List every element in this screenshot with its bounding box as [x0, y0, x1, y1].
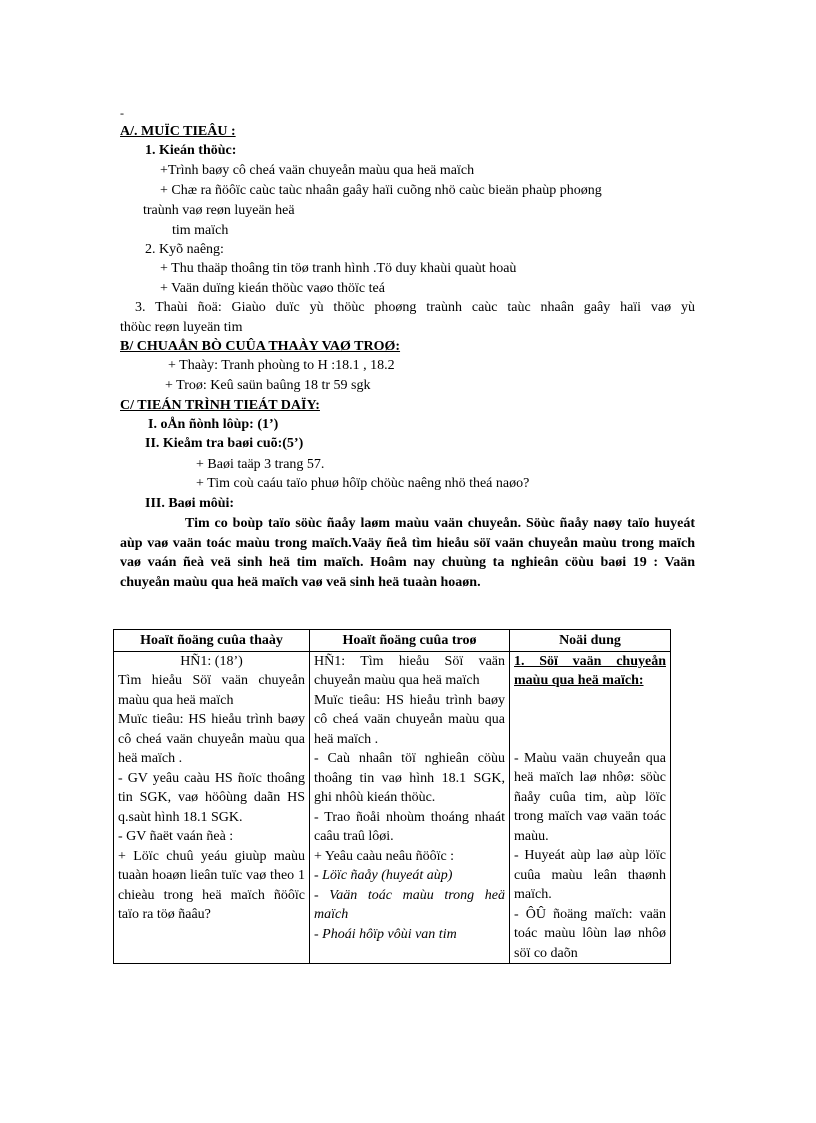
student-task-3: + Yeâu caàu neâu ñöôïc : [314, 848, 455, 864]
student-task-2: - Trao ñoåi nhoùm thoáng nhaát caâu traû lôøi. [314, 809, 505, 844]
content-title: 1. Söï vaän chuyeån maùu qua heä maïch: [514, 653, 666, 688]
hd1-task-3: + Löïc chuû yeáu giuùp maùu tuaàn hoaøn lieân tuïc vaø theo 1 chieàu trong heä maïch ñöôïc taïo ra töø ñaâu? [118, 848, 305, 922]
table-header-row [114, 630, 671, 652]
content-paragraph-1: - Maùu vaän chuyeån qua heä maïch laø nhôø: söùc ñaåy cuûa tim, aùp löïc trong maïch vaø vaän toác maùu. [514, 750, 666, 844]
skills-heading: 2. Kyõ naêng: [145, 242, 224, 257]
content-paragraph-3: - ÔÛ ñoäng maïch: vaän toác maùu lôùn laø nhôø söï co daõn [514, 906, 666, 961]
section-c-title: C/ TIEÁN TRÌNH TIEÁT DAÏY: [120, 398, 320, 413]
student-goal: Muïc tieâu: HS hieåu trình baøy cô cheá vaän chuyeån maùu qua heä maïch . [314, 692, 505, 747]
content-cell [510, 651, 671, 964]
content-paragraph-2: - Huyeát aùp laø aùp löïc cuûa maùu leân thaønh maïch. [514, 848, 666, 902]
student-answer-3: - Phoái hôïp vôùi van tim [314, 926, 457, 942]
step-2-line-1: + Baøi taäp 3 trang 57. [196, 457, 325, 472]
hd1-title: HÑ1: (18’) [180, 653, 243, 669]
student-answer-1: - Löïc ñaåy (huyeát aùp) [314, 868, 453, 883]
preparation-teacher: + Thaày: Tranh phoùng to H :18.1 , 18.2 [168, 358, 395, 373]
step-1: I. oÅn ñònh lôùp: (1’) [148, 417, 279, 432]
knowledge-line-2: + Chæ ra ñöôïc caùc taùc nhaân gaây haïi cuõng nhö caùc bieän phaùp phoøng [160, 183, 602, 198]
skills-line-1: + Thu thaäp thoâng tin töø tranh hình .Tö duy khaùi quaùt hoaù [160, 261, 517, 276]
line-marker: - [120, 106, 124, 120]
lesson-intro: Tim co boùp taïo söùc ñaåy laøm maùu vaän chuyeån. Söùc ñaåy naøy taïo huyeát aùp vaø vaän toác maùu trong maïch.Vaäy ñeå tìm hieåu söï vaän chuyeån maùu trong maïch vaø vaán ñeà veä sinh heä tim maïch. Hoâm nay chuùng ta nghieân cöùu baøi 19 : Vaän chuyeån maùu qua heä maïch vaø veä sinh heä tuaàn hoaøn. [120, 516, 695, 590]
student-activity-cell [310, 651, 510, 964]
attitude-line-1: 3. Thaùi ñoä: Giaùo duïc yù thöùc phoøng traùnh caùc taùc nhaân gaây haïi vaø yù [135, 300, 695, 315]
hd1-task-2: - GV ñaët vaán ñeà : [118, 829, 234, 844]
activity-table [113, 629, 671, 964]
student-answer-2: - Vaän toác maùu trong heä maïch [314, 887, 505, 922]
hd1-goal: Muïc tieâu: HS hieåu trình baøy cô cheá vaän chuyeån maùu qua heä maïch . [118, 712, 305, 766]
student-task-1: - Caù nhaân töï nghieân cöùu thoâng tin vaø hình 18.1 SGK, ghi nhôù kieán thöùc. [314, 751, 505, 805]
knowledge-line-3: traùnh vaø reøn luyeän heä [143, 203, 295, 218]
skills-line-2: + Vaän duïng kieán thöùc vaøo thöïc teá [160, 281, 385, 296]
step-3: III. Baøi môùi: [145, 496, 235, 511]
section-a-title: A/. MUÏC TIEÂU : [120, 124, 236, 139]
hd1-task-1: - GV yeâu caàu HS ñoïc thoâng tin SGK, vaø höôùng daãn HS q.saùt hình 18.1 SGK. [118, 770, 305, 825]
section-b-title: B/ CHUAÅN BÒ CUÛA THAÀY VAØ TROØ: [120, 339, 401, 354]
knowledge-line-1: +Trình baøy cô cheá vaän chuyeån maùu qua heä maïch [160, 163, 475, 178]
teacher-activity-cell [114, 651, 310, 964]
step-2-line-2: + Tim coù caáu taïo phuø hôïp chöùc naêng nhö theá naøo? [196, 476, 530, 491]
header-teacher-activity: Hoaït ñoäng cuûa thaày [114, 630, 310, 652]
preparation-student: + Troø: Keû saün baûng 18 tr 59 sgk [165, 378, 371, 393]
header-content: Noäi dung [510, 630, 671, 652]
knowledge-heading: 1. Kieán thöùc: [145, 143, 237, 158]
table-row [114, 651, 671, 964]
step-2: II. Kieåm tra baøi cuõ:(5’) [145, 436, 304, 451]
attitude-line-2: thöùc reøn luyeän tim [120, 320, 243, 335]
header-student-activity: Hoaït ñoäng cuûa troø [310, 630, 510, 652]
hd1-body: Tìm hieåu Söï vaän chuyeån maùu qua heä maïch [118, 673, 305, 708]
student-title: HÑ1: Tìm hieåu Söï vaän chuyeån maùu qua heä maïch [314, 653, 505, 688]
knowledge-line-4: tim maïch [172, 223, 229, 238]
